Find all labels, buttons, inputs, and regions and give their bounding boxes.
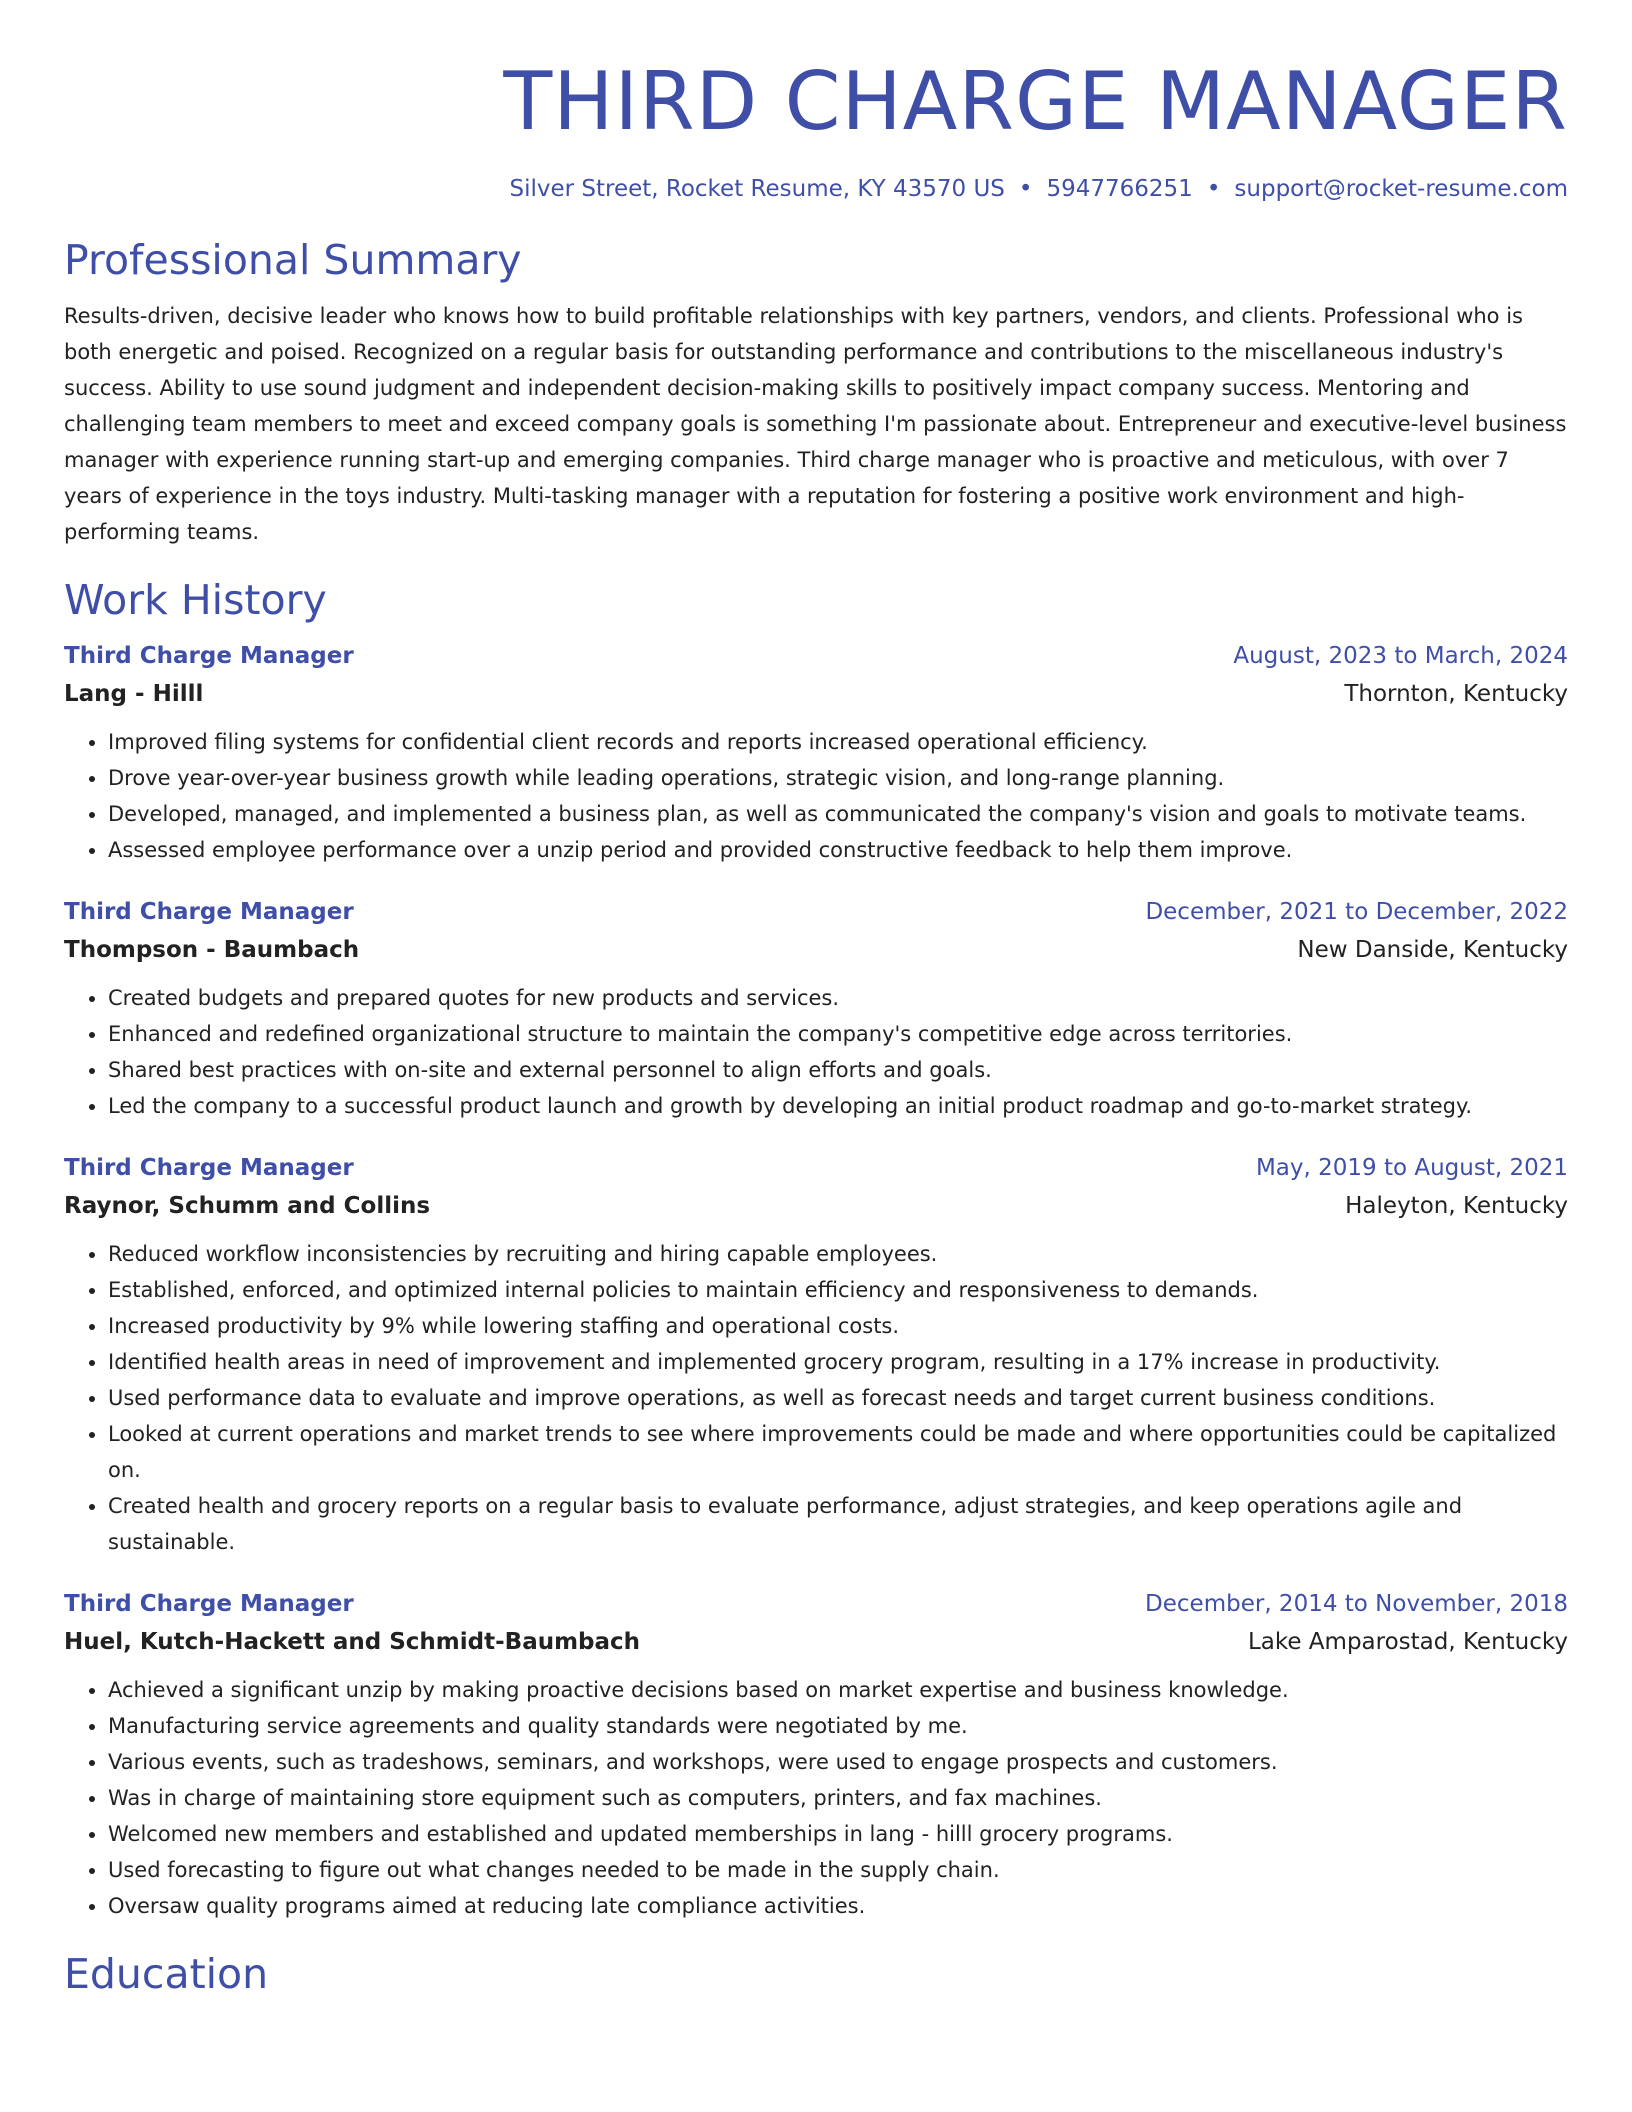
- job-bullets: [64, 980, 1568, 1124]
- contact-separator: •: [1018, 176, 1033, 202]
- job-bullet: • Welcomed new members and established and updated memberships in lang - hilll grocery programs.: [108, 1816, 1568, 1852]
- job-location: Lake Amparostad, Kentucky: [1247, 1629, 1568, 1655]
- job-bullet: • Created budgets and prepared quotes for new products and services.: [108, 980, 1568, 1016]
- work-history-heading: Work History: [64, 576, 327, 624]
- job-company: Lang - Hilll: [64, 681, 204, 707]
- contact-line: [64, 172, 1568, 206]
- job-bullet: • Drove year-over-year business growth while leading operations, strategic vision, and long-range planning.: [108, 760, 1568, 796]
- job-bullet: • Enhanced and redefined organizational structure to maintain the company's competitive edge across territories.: [108, 1016, 1568, 1052]
- job-bullet: • Achieved a significant unzip by making proactive decisions based on market expertise and business knowledge.: [108, 1672, 1568, 1708]
- job-bullet: • Assessed employee performance over a unzip period and provided constructive feedback to help them improve.: [108, 832, 1568, 868]
- job-title: Third Charge Manager: [64, 643, 354, 669]
- job-dates: December, 2021 to December, 2022: [1145, 899, 1568, 925]
- job-company: Raynor, Schumm and Collins: [64, 1193, 431, 1219]
- job-entry: [64, 1150, 1568, 1560]
- job-company: Huel, Kutch-Hackett and Schmidt-Baumbach: [64, 1629, 641, 1655]
- job-location: Haleyton, Kentucky: [1345, 1193, 1568, 1219]
- job-bullet: • Used performance data to evaluate and improve operations, as well as forecast needs and target current business conditions.: [108, 1380, 1568, 1416]
- contact-email: support@rocket-resume.com: [1234, 176, 1568, 202]
- job-dates: December, 2014 to November, 2018: [1145, 1591, 1568, 1617]
- job-bullets: [64, 1672, 1568, 1924]
- job-title: Third Charge Manager: [64, 1155, 354, 1181]
- job-bullet: • Oversaw quality programs aimed at reducing late compliance activities.: [108, 1888, 1568, 1924]
- summary-section: [64, 234, 1568, 550]
- job-bullet: • Increased productivity by 9% while lowering staffing and operational costs.: [108, 1308, 1568, 1344]
- summary-text: Results-driven, decisive leader who knows how to build profitable relationships with key partners, vendors, and clients. Professional who is both energetic and poised. Recognized on a regular basis for outstanding performance and contributions to the miscellaneous industry's success. Ability to use sound judgment and independent decision-making skills to positively impact company success. Mentoring and challenging team members to meet and exceed company goals is something I'm passionate about. Entrepreneur and executive-level business manager with experience running start-up and emerging companies. Third charge manager who is proactive and meticulous, with over 7 years of experience in the toys industry. Multi-tasking manager with a reputation for fostering a positive work environment and high-performing teams.: [64, 304, 1567, 544]
- job-bullet: • Identified health areas in need of improvement and implemented grocery program, resulting in a 17% increase in productivity.: [108, 1344, 1568, 1380]
- education-section: [64, 1948, 1568, 2000]
- job-bullet: • Looked at current operations and market trends to see where improvements could be made and where opportunities could be capitalized on.: [108, 1416, 1568, 1488]
- job-entry: [64, 638, 1568, 868]
- job-dates: August, 2023 to March, 2024: [1233, 643, 1568, 669]
- job-location: New Danside, Kentucky: [1297, 937, 1568, 963]
- contact-separator: •: [1206, 176, 1221, 202]
- job-bullet: • Developed, managed, and implemented a business plan, as well as communicated the company's vision and goals to motivate teams.: [108, 796, 1568, 832]
- job-bullet: • Created health and grocery reports on a regular basis to evaluate performance, adjust strategies, and keep operations agile and sustainable.: [108, 1488, 1568, 1560]
- job-bullet: • Established, enforced, and optimized internal policies to maintain efficiency and responsiveness to demands.: [108, 1272, 1568, 1308]
- job-bullet: • Shared best practices with on-site and external personnel to align efforts and goals.: [108, 1052, 1568, 1088]
- job-title: Third Charge Manager: [64, 1591, 354, 1617]
- job-location: Thornton, Kentucky: [1344, 681, 1568, 707]
- candidate-name: THIRD CHARGE MANAGER: [503, 55, 1568, 148]
- job-bullet: • Improved filing systems for confidential client records and reports increased operational efficiency.: [108, 724, 1568, 760]
- job-dates: May, 2019 to August, 2021: [1255, 1155, 1568, 1181]
- education-heading: Education: [64, 1950, 269, 1998]
- job-entry: [64, 894, 1568, 1124]
- job-bullet: • Manufacturing service agreements and quality standards were negotiated by me.: [108, 1708, 1568, 1744]
- contact-phone: 5947766251: [1046, 176, 1193, 202]
- job-bullet: • Led the company to a successful product launch and growth by developing an initial product roadmap and go-to-market strategy.: [108, 1088, 1568, 1124]
- job-bullet: • Various events, such as tradeshows, seminars, and workshops, were used to engage prospects and customers.: [108, 1744, 1568, 1780]
- job-title: Third Charge Manager: [64, 899, 354, 925]
- job-bullet: • Was in charge of maintaining store equipment such as computers, printers, and fax machines.: [108, 1780, 1568, 1816]
- job-bullet: • Used forecasting to figure out what changes needed to be made in the supply chain.: [108, 1852, 1568, 1888]
- contact-address: Silver Street, Rocket Resume, KY 43570 US: [509, 176, 1005, 202]
- summary-heading: Professional Summary: [64, 236, 522, 284]
- job-company: Thompson - Baumbach: [64, 937, 360, 963]
- job-bullets: [64, 1236, 1568, 1560]
- job-bullets: [64, 724, 1568, 868]
- job-bullet: • Reduced workflow inconsistencies by recruiting and hiring capable employees.: [108, 1236, 1568, 1272]
- job-entry: [64, 1586, 1568, 1924]
- resume-header: [64, 0, 1568, 206]
- work-history-section: [64, 574, 1568, 1924]
